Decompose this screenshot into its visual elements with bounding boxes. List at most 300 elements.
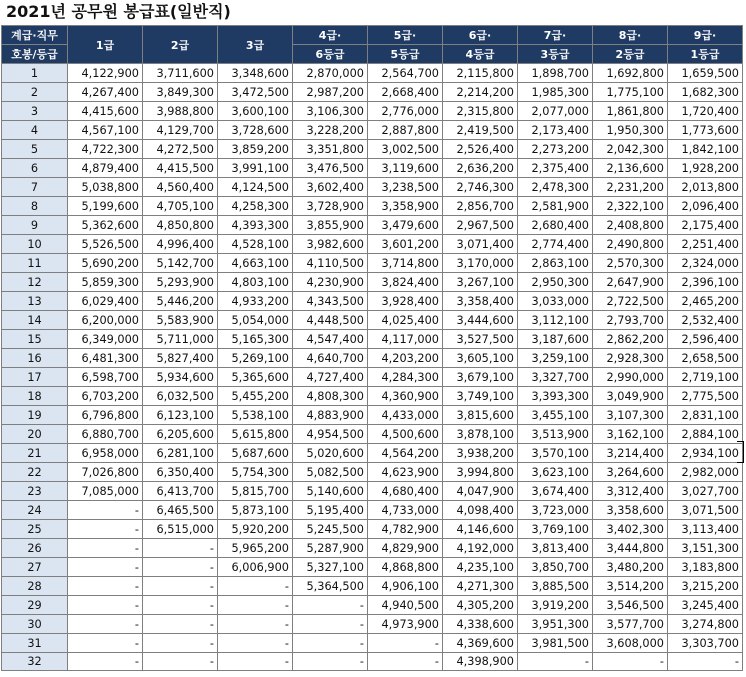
salary-cell: - xyxy=(293,596,368,615)
salary-cell: 3,312,400 xyxy=(593,482,668,501)
salary-cell: 3,885,500 xyxy=(518,577,593,596)
salary-cell: 2,324,000 xyxy=(668,254,743,273)
salary-cell: 2,173,400 xyxy=(518,121,593,140)
salary-cell: 3,071,400 xyxy=(443,235,518,254)
step-cell: 18 xyxy=(2,387,68,406)
salary-cell: 3,444,800 xyxy=(593,539,668,558)
salary-cell: - xyxy=(218,577,293,596)
salary-cell: 4,415,500 xyxy=(143,159,218,178)
salary-cell: 1,928,200 xyxy=(668,159,743,178)
salary-cell: 6,205,600 xyxy=(143,425,218,444)
salary-cell: 2,478,300 xyxy=(518,178,593,197)
salary-cell: 4,393,300 xyxy=(218,216,293,235)
salary-cell: 3,749,100 xyxy=(443,387,518,406)
salary-cell: 4,868,800 xyxy=(368,558,443,577)
salary-cell: - xyxy=(593,653,668,671)
salary-cell: - xyxy=(68,577,143,596)
salary-cell: - xyxy=(68,615,143,634)
salary-cell: 4,129,700 xyxy=(143,121,218,140)
salary-cell: 4,343,500 xyxy=(293,292,368,311)
salary-cell: 3,479,600 xyxy=(368,216,443,235)
salary-cell: 5,526,500 xyxy=(68,235,143,254)
salary-cell: 5,165,300 xyxy=(218,330,293,349)
salary-cell: 5,020,600 xyxy=(293,444,368,463)
salary-cell: 2,042,300 xyxy=(593,140,668,159)
table-row xyxy=(2,330,743,349)
step-cell: 23 xyxy=(2,482,68,501)
salary-cell: 3,238,500 xyxy=(368,178,443,197)
salary-cell: 4,284,300 xyxy=(368,368,443,387)
salary-cell: 3,259,100 xyxy=(518,349,593,368)
salary-cell: 4,722,300 xyxy=(68,140,143,159)
salary-cell: 2,077,000 xyxy=(518,102,593,121)
salary-cell: 5,859,300 xyxy=(68,273,143,292)
table-row xyxy=(2,558,743,577)
salary-cell: - xyxy=(68,653,143,671)
salary-cell: 5,199,600 xyxy=(68,197,143,216)
table-row xyxy=(2,273,743,292)
salary-cell: 2,658,500 xyxy=(668,349,743,368)
salary-cell: 2,115,800 xyxy=(443,64,518,83)
salary-cell: - xyxy=(218,634,293,653)
salary-cell: - xyxy=(218,653,293,671)
salary-cell: 5,140,600 xyxy=(293,482,368,501)
salary-cell: 6,703,200 xyxy=(68,387,143,406)
salary-cell: 2,775,500 xyxy=(668,387,743,406)
salary-cell: 3,919,200 xyxy=(518,596,593,615)
table-row xyxy=(2,235,743,254)
salary-cell: 1,682,300 xyxy=(668,83,743,102)
salary-cell: 3,728,900 xyxy=(293,197,368,216)
salary-cell: 6,465,500 xyxy=(143,501,218,520)
salary-cell: 4,564,200 xyxy=(368,444,443,463)
step-cell: 10 xyxy=(2,235,68,254)
salary-cell: 2,990,000 xyxy=(593,368,668,387)
salary-cell: 3,605,100 xyxy=(443,349,518,368)
salary-cell: 5,873,100 xyxy=(218,501,293,520)
salary-cell: 1,861,800 xyxy=(593,102,668,121)
salary-table xyxy=(1,25,743,671)
salary-cell: 4,235,100 xyxy=(443,558,518,577)
salary-cell: 1,773,600 xyxy=(668,121,743,140)
salary-cell: 3,264,600 xyxy=(593,463,668,482)
salary-cell: 4,803,100 xyxy=(218,273,293,292)
salary-cell: - xyxy=(143,539,218,558)
salary-cell: - xyxy=(368,653,443,671)
salary-cell: 3,358,900 xyxy=(368,197,443,216)
salary-cell: 5,690,200 xyxy=(68,254,143,273)
salary-cell: 2,862,200 xyxy=(593,330,668,349)
salary-cell: - xyxy=(518,653,593,671)
salary-cell: 3,679,100 xyxy=(443,368,518,387)
salary-cell: 3,815,600 xyxy=(443,406,518,425)
salary-cell: 2,774,400 xyxy=(518,235,593,254)
salary-cell: 3,049,900 xyxy=(593,387,668,406)
selection-bracket xyxy=(737,441,744,463)
salary-cell: 2,570,300 xyxy=(593,254,668,273)
salary-cell: 2,596,400 xyxy=(668,330,743,349)
salary-cell: 3,982,600 xyxy=(293,235,368,254)
salary-cell: 3,358,400 xyxy=(443,292,518,311)
salary-cell: 4,906,100 xyxy=(368,577,443,596)
grade-header-4-top: 4급· xyxy=(293,26,368,45)
table-row xyxy=(2,159,743,178)
salary-cell: 3,245,400 xyxy=(668,596,743,615)
salary-cell: 4,369,600 xyxy=(443,634,518,653)
salary-cell: 3,601,200 xyxy=(368,235,443,254)
salary-cell: 6,349,000 xyxy=(68,330,143,349)
salary-cell: 4,680,400 xyxy=(368,482,443,501)
salary-cell: 3,723,000 xyxy=(518,501,593,520)
step-cell: 29 xyxy=(2,596,68,615)
salary-cell: 2,419,500 xyxy=(443,121,518,140)
salary-cell: 4,733,000 xyxy=(368,501,443,520)
salary-cell: - xyxy=(143,558,218,577)
step-cell: 25 xyxy=(2,520,68,539)
salary-cell: 3,393,300 xyxy=(518,387,593,406)
salary-cell: 2,322,100 xyxy=(593,197,668,216)
salary-cell: 3,187,600 xyxy=(518,330,593,349)
grade-header-7-top: 7급· xyxy=(518,26,593,45)
step-cell: 21 xyxy=(2,444,68,463)
salary-cell: 5,054,000 xyxy=(218,311,293,330)
salary-cell: 3,151,300 xyxy=(668,539,743,558)
grade-header-7-bottom: 3등급 xyxy=(518,45,593,64)
salary-cell: - xyxy=(68,634,143,653)
salary-cell: 6,598,700 xyxy=(68,368,143,387)
salary-cell: 2,136,600 xyxy=(593,159,668,178)
grade-header-6-top: 6급· xyxy=(443,26,518,45)
salary-cell: 4,124,500 xyxy=(218,178,293,197)
salary-cell: 5,327,100 xyxy=(293,558,368,577)
table-row xyxy=(2,292,743,311)
step-cell: 7 xyxy=(2,178,68,197)
table-row xyxy=(2,254,743,273)
salary-cell: 4,933,200 xyxy=(218,292,293,311)
salary-cell: 3,162,100 xyxy=(593,425,668,444)
salary-cell: 6,880,700 xyxy=(68,425,143,444)
salary-cell: 6,413,700 xyxy=(143,482,218,501)
salary-cell: 3,938,200 xyxy=(443,444,518,463)
salary-cell: 4,338,600 xyxy=(443,615,518,634)
salary-cell: 4,808,300 xyxy=(293,387,368,406)
salary-cell: 1,659,500 xyxy=(668,64,743,83)
grade-header-8-top: 8급· xyxy=(593,26,668,45)
salary-cell: 1,720,400 xyxy=(668,102,743,121)
salary-cell: 3,267,100 xyxy=(443,273,518,292)
table-row xyxy=(2,615,743,634)
salary-cell: 4,271,300 xyxy=(443,577,518,596)
table-row xyxy=(2,121,743,140)
salary-cell: 3,002,500 xyxy=(368,140,443,159)
salary-cell: 4,560,400 xyxy=(143,178,218,197)
salary-cell: 5,827,400 xyxy=(143,349,218,368)
step-cell: 3 xyxy=(2,102,68,121)
salary-cell: 4,398,900 xyxy=(443,653,518,671)
step-cell: 30 xyxy=(2,615,68,634)
salary-cell: 3,711,600 xyxy=(143,64,218,83)
salary-cell: 2,934,100 xyxy=(668,444,743,463)
grade-header-1: 1급 xyxy=(68,26,143,64)
salary-cell: 2,251,400 xyxy=(668,235,743,254)
salary-cell: - xyxy=(668,653,743,671)
table-row xyxy=(2,178,743,197)
step-cell: 8 xyxy=(2,197,68,216)
table-row xyxy=(2,520,743,539)
salary-cell: 2,526,400 xyxy=(443,140,518,159)
salary-cell: 2,396,100 xyxy=(668,273,743,292)
salary-cell: 2,668,400 xyxy=(368,83,443,102)
salary-cell: 2,870,000 xyxy=(293,64,368,83)
step-cell: 19 xyxy=(2,406,68,425)
salary-cell: 2,776,000 xyxy=(368,102,443,121)
salary-cell: 3,577,700 xyxy=(593,615,668,634)
salary-cell: - xyxy=(293,634,368,653)
salary-cell: 1,950,300 xyxy=(593,121,668,140)
grade-header-4-bottom: 6등급 xyxy=(293,45,368,64)
salary-cell: 5,287,900 xyxy=(293,539,368,558)
salary-cell: 3,214,400 xyxy=(593,444,668,463)
salary-cell: 2,982,000 xyxy=(668,463,743,482)
corner-header-bottom: 호봉/등급 xyxy=(2,45,68,64)
salary-cell: 3,714,800 xyxy=(368,254,443,273)
salary-cell: 3,358,600 xyxy=(593,501,668,520)
salary-cell: 3,027,700 xyxy=(668,482,743,501)
salary-cell: 3,112,100 xyxy=(518,311,593,330)
salary-cell: 4,996,400 xyxy=(143,235,218,254)
salary-cell: 2,722,500 xyxy=(593,292,668,311)
step-cell: 2 xyxy=(2,83,68,102)
page-title: 2021년 공무원 봉급표(일반직) xyxy=(6,2,231,21)
grade-header-6-bottom: 4등급 xyxy=(443,45,518,64)
salary-cell: 4,433,000 xyxy=(368,406,443,425)
salary-cell: 4,663,100 xyxy=(218,254,293,273)
salary-cell: 4,305,200 xyxy=(443,596,518,615)
salary-cell: 7,026,800 xyxy=(68,463,143,482)
step-cell: 15 xyxy=(2,330,68,349)
salary-cell: 5,711,000 xyxy=(143,330,218,349)
salary-cell: - xyxy=(68,539,143,558)
salary-cell: 5,687,600 xyxy=(218,444,293,463)
table-row xyxy=(2,596,743,615)
step-cell: 11 xyxy=(2,254,68,273)
salary-cell: 5,583,900 xyxy=(143,311,218,330)
salary-cell: 2,950,300 xyxy=(518,273,593,292)
salary-cell: 5,446,200 xyxy=(143,292,218,311)
step-cell: 20 xyxy=(2,425,68,444)
salary-cell: 2,746,300 xyxy=(443,178,518,197)
salary-cell: - xyxy=(68,596,143,615)
salary-cell: - xyxy=(368,634,443,653)
salary-cell: 5,754,300 xyxy=(218,463,293,482)
salary-cell: 3,824,400 xyxy=(368,273,443,292)
salary-cell: 2,863,100 xyxy=(518,254,593,273)
salary-cell: 3,170,000 xyxy=(443,254,518,273)
corner-header-top: 계급·직무 xyxy=(2,26,68,45)
salary-cell: 4,879,400 xyxy=(68,159,143,178)
salary-cell: 6,006,900 xyxy=(218,558,293,577)
salary-cell: 4,829,900 xyxy=(368,539,443,558)
salary-cell: 3,183,800 xyxy=(668,558,743,577)
salary-cell: 5,038,800 xyxy=(68,178,143,197)
salary-cell: 3,813,400 xyxy=(518,539,593,558)
salary-cell: 4,415,600 xyxy=(68,102,143,121)
step-cell: 14 xyxy=(2,311,68,330)
salary-cell: 3,981,500 xyxy=(518,634,593,653)
salary-cell: 4,360,900 xyxy=(368,387,443,406)
salary-cell: - xyxy=(68,520,143,539)
salary-cell: 3,608,000 xyxy=(593,634,668,653)
salary-cell: 2,465,200 xyxy=(668,292,743,311)
salary-cell: 5,195,400 xyxy=(293,501,368,520)
salary-cell: 4,883,900 xyxy=(293,406,368,425)
salary-cell: - xyxy=(143,634,218,653)
salary-cell: 2,231,200 xyxy=(593,178,668,197)
salary-cell: 4,954,500 xyxy=(293,425,368,444)
salary-cell: 5,245,500 xyxy=(293,520,368,539)
salary-cell: 2,647,900 xyxy=(593,273,668,292)
salary-cell: 3,514,200 xyxy=(593,577,668,596)
salary-cell: 3,472,500 xyxy=(218,83,293,102)
salary-cell: 3,674,400 xyxy=(518,482,593,501)
salary-table-body xyxy=(2,64,743,671)
salary-cell: 3,991,100 xyxy=(218,159,293,178)
salary-cell: 6,281,100 xyxy=(143,444,218,463)
salary-cell: 5,082,500 xyxy=(293,463,368,482)
step-cell: 1 xyxy=(2,64,68,83)
step-cell: 27 xyxy=(2,558,68,577)
salary-cell: 1,985,300 xyxy=(518,83,593,102)
salary-cell: 2,636,200 xyxy=(443,159,518,178)
salary-cell: 3,513,900 xyxy=(518,425,593,444)
salary-cell: 5,965,200 xyxy=(218,539,293,558)
salary-cell: 3,928,400 xyxy=(368,292,443,311)
salary-cell: 4,973,900 xyxy=(368,615,443,634)
salary-cell: 4,098,400 xyxy=(443,501,518,520)
salary-cell: 3,228,200 xyxy=(293,121,368,140)
salary-cell: 1,775,100 xyxy=(593,83,668,102)
salary-cell: 3,849,300 xyxy=(143,83,218,102)
grade-header-2: 2급 xyxy=(143,26,218,64)
salary-cell: 3,878,100 xyxy=(443,425,518,444)
grade-header-9-top: 9급· xyxy=(668,26,743,45)
salary-cell: 3,476,500 xyxy=(293,159,368,178)
step-cell: 32 xyxy=(2,653,68,671)
grade-header-5-bottom: 5등급 xyxy=(368,45,443,64)
step-cell: 28 xyxy=(2,577,68,596)
grade-header-3: 3급 xyxy=(218,26,293,64)
salary-cell: 5,293,900 xyxy=(143,273,218,292)
salary-cell: 3,348,600 xyxy=(218,64,293,83)
salary-cell: 4,782,900 xyxy=(368,520,443,539)
salary-cell: 3,480,200 xyxy=(593,558,668,577)
salary-cell: 4,025,400 xyxy=(368,311,443,330)
salary-cell: - xyxy=(143,615,218,634)
salary-cell: 3,527,500 xyxy=(443,330,518,349)
salary-cell: 2,793,700 xyxy=(593,311,668,330)
salary-cell: 3,327,700 xyxy=(518,368,593,387)
table-row xyxy=(2,482,743,501)
step-cell: 17 xyxy=(2,368,68,387)
salary-cell: 3,444,600 xyxy=(443,311,518,330)
salary-cell: 6,200,000 xyxy=(68,311,143,330)
table-row xyxy=(2,83,743,102)
salary-cell: - xyxy=(143,653,218,671)
table-row xyxy=(2,539,743,558)
salary-cell: 5,615,800 xyxy=(218,425,293,444)
salary-cell: - xyxy=(218,596,293,615)
salary-cell: 3,602,400 xyxy=(293,178,368,197)
salary-cell: 5,362,600 xyxy=(68,216,143,235)
salary-cell: 5,455,200 xyxy=(218,387,293,406)
salary-cell: 2,967,500 xyxy=(443,216,518,235)
step-cell: 12 xyxy=(2,273,68,292)
table-row xyxy=(2,444,743,463)
salary-cell: 4,258,300 xyxy=(218,197,293,216)
salary-cell: 2,680,400 xyxy=(518,216,593,235)
salary-cell: 3,623,100 xyxy=(518,463,593,482)
salary-cell: 2,490,800 xyxy=(593,235,668,254)
salary-cell: 3,106,300 xyxy=(293,102,368,121)
salary-cell: 2,175,400 xyxy=(668,216,743,235)
salary-cell: 3,994,800 xyxy=(443,463,518,482)
salary-cell: 5,365,600 xyxy=(218,368,293,387)
salary-cell: 3,769,100 xyxy=(518,520,593,539)
salary-cell: 6,350,400 xyxy=(143,463,218,482)
salary-cell: 2,214,200 xyxy=(443,83,518,102)
salary-cell: 2,928,300 xyxy=(593,349,668,368)
step-cell: 6 xyxy=(2,159,68,178)
salary-cell: 5,364,500 xyxy=(293,577,368,596)
salary-cell: 4,192,000 xyxy=(443,539,518,558)
step-cell: 13 xyxy=(2,292,68,311)
salary-cell: 5,538,100 xyxy=(218,406,293,425)
salary-cell: 2,887,800 xyxy=(368,121,443,140)
salary-cell: 3,351,800 xyxy=(293,140,368,159)
salary-cell: - xyxy=(68,558,143,577)
salary-cell: 1,898,700 xyxy=(518,64,593,83)
salary-cell: 4,267,400 xyxy=(68,83,143,102)
salary-cell: 3,107,300 xyxy=(593,406,668,425)
step-cell: 4 xyxy=(2,121,68,140)
salary-cell: 1,842,100 xyxy=(668,140,743,159)
salary-cell: 4,500,600 xyxy=(368,425,443,444)
salary-cell: 4,230,900 xyxy=(293,273,368,292)
salary-cell: 3,988,800 xyxy=(143,102,218,121)
step-cell: 24 xyxy=(2,501,68,520)
table-row xyxy=(2,463,743,482)
salary-cell: 1,692,800 xyxy=(593,64,668,83)
salary-cell: 3,546,500 xyxy=(593,596,668,615)
salary-cell: 4,640,700 xyxy=(293,349,368,368)
salary-cell: 2,831,100 xyxy=(668,406,743,425)
salary-cell: 5,934,600 xyxy=(143,368,218,387)
salary-cell: 6,032,500 xyxy=(143,387,218,406)
salary-cell: 4,122,900 xyxy=(68,64,143,83)
salary-cell: 4,117,000 xyxy=(368,330,443,349)
salary-cell: 2,884,100 xyxy=(668,425,743,444)
salary-cell: 3,951,300 xyxy=(518,615,593,634)
salary-cell: 3,113,400 xyxy=(668,520,743,539)
salary-cell: - xyxy=(143,577,218,596)
table-row xyxy=(2,501,743,520)
salary-cell: 2,856,700 xyxy=(443,197,518,216)
salary-cell: 4,567,100 xyxy=(68,121,143,140)
salary-cell: 3,402,300 xyxy=(593,520,668,539)
salary-cell: 3,855,900 xyxy=(293,216,368,235)
salary-cell: 3,728,600 xyxy=(218,121,293,140)
salary-cell: 2,532,400 xyxy=(668,311,743,330)
